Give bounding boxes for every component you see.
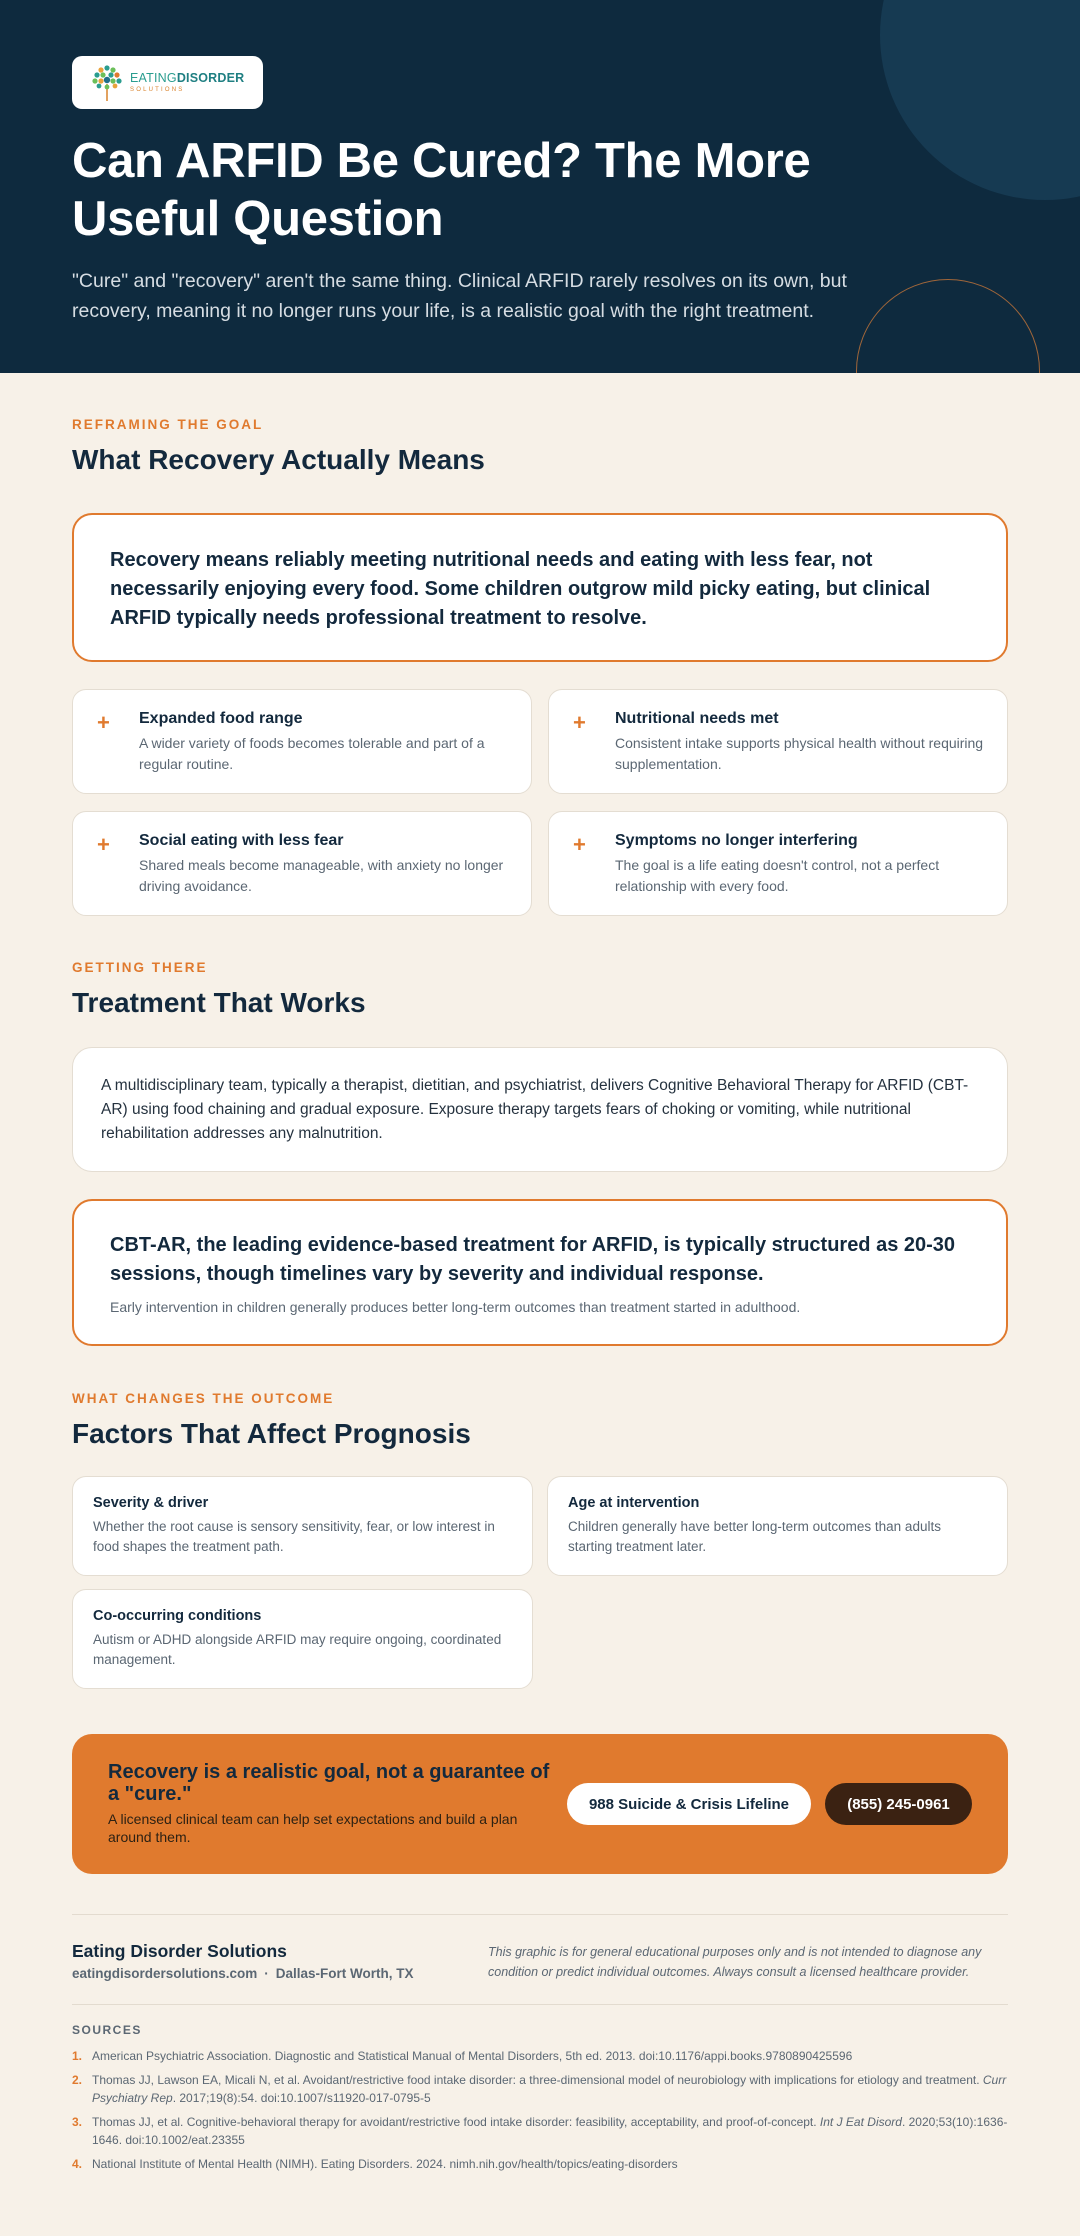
benefit-desc: Shared meals become manageable, with anxiety no longer driving avoidance.	[139, 857, 504, 894]
plus-icon: +	[573, 710, 586, 735]
recovery-highlight-text: Recovery means reliably meeting nutritional needs and eating with less fear, not necessarily enjoying every food. Some children outgrow mild picky eating, but clinical ARFID typically needs professional treatment to resolve.	[110, 549, 931, 629]
factor-title: Severity & driver	[93, 1495, 209, 1511]
benefit-title: Social eating with less fear	[139, 832, 344, 849]
factor-title: Co-occurring conditions	[93, 1608, 262, 1624]
source-number: 4.	[72, 2157, 83, 2171]
cta-subtitle: A licensed clinical team can help set expectations and build a plan around them.	[108, 1811, 518, 1845]
factor-card-severity	[72, 1476, 533, 1576]
benefit-title: Symptoms no longer interfering	[615, 832, 858, 849]
recovery-section-title: What Recovery Actually Means	[72, 444, 485, 475]
factor-card-age	[547, 1476, 1008, 1576]
tree-logo-icon	[90, 64, 124, 102]
factor-desc: Autism or ADHD alongside ARFID may require ongoing, coordinated management.	[93, 1632, 502, 1667]
benefit-desc: A wider variety of foods becomes tolerable and part of a regular routine.	[139, 735, 485, 772]
footer-divider	[72, 1914, 1008, 1915]
logo-word-disorder: DISORDER	[176, 70, 245, 85]
factor-title: Age at intervention	[568, 1495, 700, 1511]
benefit-card-nutrition	[548, 689, 1008, 794]
source-text-pre: Thomas JJ, Lawson EA, Micali N, et al. Avoidant/restrictive food intake disorder: a three-dimensional model of neurobiology with implications for etiology and treatment.	[92, 2073, 983, 2087]
plus-icon: +	[97, 710, 110, 735]
benefit-desc: The goal is a life eating doesn't control, not a perfect relationship with every food.	[615, 857, 940, 894]
benefit-desc: Consistent intake supports physical health without requiring supplementation.	[615, 735, 984, 772]
treatment-eyebrow: GETTING THERE	[72, 960, 208, 975]
sources-heading: SOURCES	[72, 2023, 142, 2037]
treatment-body-text: A multidisciplinary team, typically a therapist, dietitian, and psychiatrist, delivers Cognitive Behavioral Therapy for ARFID (CBT-AR) using food chaining and gradual exposure. Exposure therapy targets fears of choking or vomiting, while nutritional rehabilitation addresses any malnutrition.	[101, 1077, 969, 1142]
source-number: 2.	[72, 2073, 83, 2087]
phone-call-button[interactable]: (855) 245-0961	[825, 1783, 972, 1825]
footer-location: Dallas-Fort Worth, TX	[275, 1966, 414, 1981]
source-text-post: . 2017;19(8):54. doi:10.1007/s11920-017-0795-5	[172, 2091, 431, 2105]
source-text: National Institute of Mental Health (NIMH). Eating Disorders. 2024. nimh.nih.gov/health/topics/eating-disorders	[92, 2157, 678, 2171]
source-text-post: . 2020;53(10):1636-1646. doi:10.1002/eat.23355	[92, 2115, 1008, 2147]
source-item	[72, 2071, 1008, 2107]
sources-divider	[72, 2004, 1008, 2005]
benefit-title: Nutritional needs met	[615, 710, 779, 727]
prognosis-eyebrow: WHAT CHANGES THE OUTCOME	[72, 1391, 335, 1406]
prognosis-section-title: Factors That Affect Prognosis	[72, 1418, 471, 1449]
benefit-card-social-eating	[72, 811, 532, 916]
factor-desc: Whether the root cause is sensory sensitivity, fear, or low interest in food shapes the treatment path.	[93, 1519, 495, 1554]
page-title: Can ARFID Be Cured? The More Useful Question	[72, 134, 811, 246]
source-item	[72, 2047, 1008, 2065]
hero-banner	[0, 0, 1080, 373]
source-journal: Curr Psychiatry Rep	[92, 2073, 1007, 2105]
decorative-ring	[856, 279, 1040, 373]
source-number: 1.	[72, 2049, 83, 2063]
source-number: 3.	[72, 2115, 83, 2129]
source-journal: Int J Eat Disord	[819, 2115, 902, 2129]
logo-word-eating: EATING	[130, 70, 177, 85]
source-text: American Psychiatric Association. Diagnostic and Statistical Manual of Mental Disorders, 5th ed. 2013. doi:10.1176/appi.books.9780890425596	[92, 2049, 853, 2063]
logo-subtitle: SOLUTIONS	[130, 87, 185, 94]
benefit-title: Expanded food range	[139, 710, 303, 727]
factor-card-cooccurring	[72, 1589, 533, 1689]
benefit-card-food-range	[72, 689, 532, 794]
treatment-highlight-card	[72, 1199, 1008, 1346]
source-text	[92, 2113, 1008, 2149]
recovery-eyebrow: REFRAMING THE GOAL	[72, 417, 264, 432]
treatment-highlight-text: CBT-AR, the leading evidence-based treatment for ARFID, is typically structured as 20-30 sessions, though timelines vary by severity and individual response.	[110, 1234, 956, 1285]
treatment-body-card	[72, 1047, 1008, 1172]
footer-disclaimer: This graphic is for general educational purposes only and is not intended to diagnose any condition or predict individual outcomes. Always consult a licensed healthcare provider.	[488, 1945, 982, 1979]
benefit-card-symptoms	[548, 811, 1008, 916]
source-item	[72, 2113, 1008, 2149]
treatment-note: Early intervention in children generally produces better long-term outcomes than treatment started in adulthood.	[110, 1299, 801, 1315]
factor-desc: Children generally have better long-term outcomes than adults starting treatment later.	[568, 1519, 941, 1554]
website-link[interactable]: eatingdisordersolutions.com	[72, 1966, 258, 1981]
meta-separator: ·	[264, 1966, 269, 1981]
source-text-pre: Thomas JJ, et al. Cognitive-behavioral therapy for avoidant/restrictive food intake disorder: feasibility, acceptability, and proof-of-concept.	[92, 2115, 820, 2129]
decorative-circle	[880, 0, 1080, 200]
plus-icon: +	[573, 832, 586, 857]
logo[interactable]	[72, 56, 263, 109]
source-item	[72, 2155, 1008, 2173]
cta-banner	[72, 1734, 1008, 1874]
recovery-highlight-card	[72, 513, 1008, 662]
source-text	[92, 2071, 1008, 2107]
treatment-section-title: Treatment That Works	[72, 987, 366, 1018]
page-subtitle: "Cure" and "recovery" aren't the same thing. Clinical ARFID rarely resolves on its own, but recovery, meaning it no longer runs your life, is a realistic goal with the right treatment.	[72, 270, 847, 322]
footer-meta	[72, 1966, 414, 1981]
footer-org-name: Eating Disorder Solutions	[72, 1941, 287, 1961]
crisis-lifeline-button[interactable]: 988 Suicide & Crisis Lifeline	[567, 1783, 811, 1825]
plus-icon: +	[97, 832, 110, 857]
cta-title: Recovery is a realistic goal, not a guarantee of a "cure."	[108, 1761, 550, 1805]
